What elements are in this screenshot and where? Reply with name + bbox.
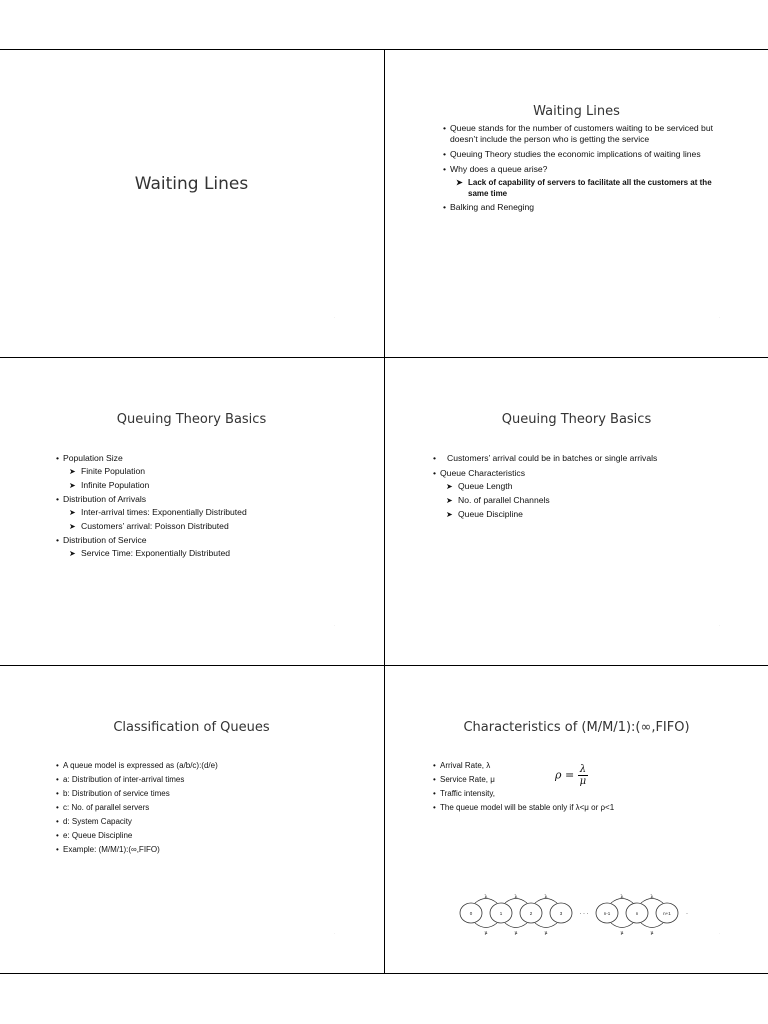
bullet-item: • Service Rate, μ (433, 774, 733, 785)
bullet-item: • e: Queue Discipline (56, 830, 346, 841)
bullet-text: Distribution of Arrivals (63, 494, 147, 504)
slide-title: Characteristics of (M/M/1):(∞,FIFO) (463, 720, 690, 735)
formula-fraction (578, 764, 588, 787)
slide-title: Classification of Queues (113, 720, 270, 735)
state-label: n (635, 911, 639, 916)
bullet-item: • Traffic intensity, (433, 788, 733, 799)
slide-6 (385, 666, 768, 972)
service-rate-label: μ (650, 930, 654, 935)
bullet-item (433, 468, 743, 520)
bullet-item: • The queue model will be stable only if λ<μ or ρ<1 (433, 802, 733, 813)
sub-item: ➤ Queue Length (440, 481, 743, 492)
sub-item: ➤ Lack of capability of servers to facilitate all the customers at the same time (450, 177, 713, 199)
handout-grid (0, 49, 768, 974)
formula-lhs: ρ = (555, 768, 575, 782)
sub-list (63, 548, 346, 559)
sub-list (440, 481, 743, 520)
bullet-list (443, 123, 713, 217)
state-label: 2 (529, 911, 533, 916)
traffic-intensity-formula (555, 764, 588, 787)
bullet-item (56, 453, 346, 491)
state-label: 0 (469, 911, 473, 916)
slide-1 (0, 50, 383, 356)
bullet-text: Queue Characteristics (440, 468, 526, 478)
page-number-marker: · (718, 931, 720, 936)
page-number-marker: · (718, 623, 720, 628)
sub-item: ➤ Queue Discipline (440, 509, 743, 520)
page-number-marker: · (333, 315, 335, 320)
state-label: n+1 (663, 911, 671, 916)
bullet-item (443, 164, 713, 199)
sub-list (63, 466, 346, 491)
bullet-text: Why does a queue arise? (450, 164, 548, 174)
bullet-text: Population Size (63, 453, 123, 463)
sub-item: ➤ Finite Population (63, 466, 346, 477)
bullet-item: • Balking and Reneging (443, 202, 713, 213)
page-number-marker: · (718, 315, 720, 320)
service-arc (475, 923, 497, 928)
slide-5 (0, 666, 383, 972)
ellipsis: · (686, 911, 688, 917)
bullet-list (433, 453, 743, 524)
service-rate-label: μ (620, 930, 624, 935)
page-number-marker: · (333, 931, 335, 936)
slide-title: Queuing Theory Basics (116, 412, 267, 427)
slide-title: Queuing Theory Basics (501, 412, 652, 427)
slide-2 (385, 50, 768, 356)
state-label: n-1 (603, 911, 611, 916)
bullet-item: • b: Distribution of service times (56, 788, 346, 799)
slide-3 (0, 358, 383, 664)
bullet-item: • c: No. of parallel servers (56, 802, 346, 813)
arrival-rate-label: λ (484, 894, 488, 900)
sub-list (450, 177, 713, 199)
sub-item: ➤ Customers’ arrival: Poisson Distributed (63, 521, 346, 532)
service-rate-label: μ (544, 930, 548, 935)
bullet-item: • a: Distribution of inter-arrival times (56, 774, 346, 785)
bullet-item: • Queuing Theory studies the economic implications of waiting lines (443, 149, 713, 160)
bullet-text: Distribution of Service (63, 535, 147, 545)
service-arc (505, 923, 527, 928)
sub-item: ➤ No. of parallel Channels (440, 495, 743, 506)
bullet-item: • Customers’ arrival could be in batches or single arrivals (433, 453, 743, 464)
service-arc (641, 923, 663, 928)
state-label: 3 (559, 911, 563, 916)
arrival-rate-label: λ (620, 894, 624, 900)
slide-4 (385, 358, 768, 664)
bullet-item: • Queue stands for the number of customers waiting to be serviced but doesn’t include the person who is getting the service (443, 123, 713, 145)
bullet-item: • Example: (M/M/1):(∞,FIFO) (56, 844, 346, 855)
sub-list (63, 507, 346, 532)
service-arc (611, 923, 633, 928)
arrival-rate-label: λ (514, 894, 518, 900)
service-rate-label: μ (514, 930, 518, 935)
bullet-list (56, 760, 346, 858)
service-rate-label: μ (484, 930, 488, 935)
formula-denominator: μ (579, 776, 587, 787)
arrival-rate-label: λ (544, 894, 548, 900)
ellipsis: · · · (579, 911, 589, 917)
slide-title: Waiting Lines (134, 174, 249, 194)
sub-item: ➤ Service Time: Exponentially Distributed (63, 548, 346, 559)
service-arc (535, 923, 557, 928)
slide-title: Waiting Lines (533, 104, 620, 119)
formula-numerator: λ (579, 764, 587, 775)
bullet-item (56, 535, 346, 559)
bullet-item: • d: System Capacity (56, 816, 346, 827)
bullet-item: • Arrival Rate, λ (433, 760, 733, 771)
bullet-item (56, 494, 346, 532)
sub-item: ➤ Inter-arrival times: Exponentially Distributed (63, 507, 346, 518)
page-number-marker: · (333, 623, 335, 628)
arrival-rate-label: λ (650, 894, 654, 900)
bullet-list (56, 453, 346, 563)
state-label: 1 (499, 911, 503, 916)
bullet-item: • A queue model is expressed as (a/b/c):(d/e) (56, 760, 346, 771)
birth-death-diagram (457, 891, 697, 935)
sub-item: ➤ Infinite Population (63, 480, 346, 491)
